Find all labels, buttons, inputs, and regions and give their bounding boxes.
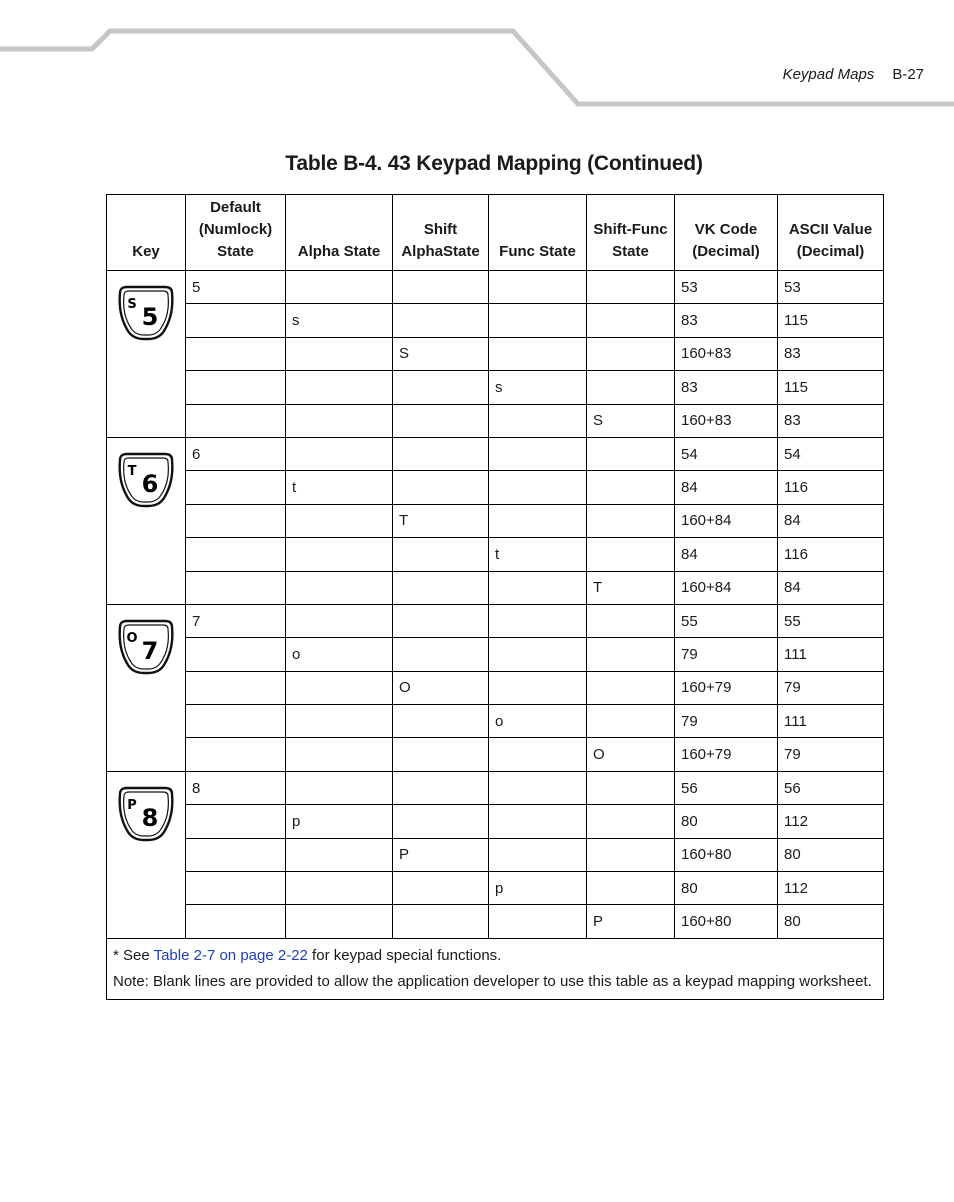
cell-default (186, 337, 286, 370)
cell-vk-code: 160+84 (675, 504, 778, 537)
page-number: B-27 (892, 66, 924, 83)
cell-default (186, 471, 286, 504)
cell-func (489, 337, 587, 370)
col-header-alpha: Alpha State (286, 195, 393, 271)
cell-shift-func: T (587, 571, 675, 604)
cell-shift (393, 371, 489, 404)
cell-shift: O (393, 671, 489, 704)
cell-shift (393, 304, 489, 337)
cell-vk-code: 160+79 (675, 738, 778, 771)
cell-alpha: t (286, 471, 393, 504)
cell-shift (393, 471, 489, 504)
key-5-s-icon (114, 285, 178, 341)
cell-ascii: 79 (778, 738, 884, 771)
cell-shift (393, 604, 489, 637)
cell-alpha (286, 437, 393, 470)
cell-ascii: 84 (778, 504, 884, 537)
cell-alpha: s (286, 304, 393, 337)
cell-ascii: 79 (778, 671, 884, 704)
table-row (107, 905, 884, 938)
cell-shift-func (587, 838, 675, 871)
cell-vk-code: 83 (675, 371, 778, 404)
footnote-link[interactable]: Table 2-7 on page 2-22 (153, 946, 308, 964)
cell-ascii: 80 (778, 838, 884, 871)
key-digit: 5 (141, 303, 159, 331)
col-header-vk-code: VK Code (Decimal) (675, 195, 778, 271)
col-header-ascii: ASCII Value (Decimal) (778, 195, 884, 271)
table-row (107, 805, 884, 838)
cell-shift-func (587, 671, 675, 704)
cell-func (489, 571, 587, 604)
key-8-p-icon (114, 786, 178, 842)
cell-func (489, 771, 587, 804)
cell-ascii: 115 (778, 304, 884, 337)
notes-row (107, 938, 884, 999)
cell-alpha (286, 571, 393, 604)
cell-alpha (286, 271, 393, 304)
cell-vk-code: 55 (675, 604, 778, 637)
cell-alpha (286, 738, 393, 771)
cell-ascii: 56 (778, 771, 884, 804)
cell-default (186, 671, 286, 704)
cell-vk-code: 56 (675, 771, 778, 804)
cell-vk-code: 79 (675, 705, 778, 738)
notes-cell (107, 938, 884, 999)
cell-alpha (286, 872, 393, 905)
col-header-shift: Shift AlphaState (393, 195, 489, 271)
cell-vk-code: 160+80 (675, 838, 778, 871)
cell-func (489, 471, 587, 504)
table-row (107, 337, 884, 370)
key-letter: T (127, 463, 137, 479)
key-6-t-icon (114, 452, 178, 508)
cell-default (186, 738, 286, 771)
cell-default (186, 404, 286, 437)
cell-ascii: 112 (778, 805, 884, 838)
cell-ascii: 116 (778, 538, 884, 571)
cell-shift: S (393, 337, 489, 370)
cell-ascii: 53 (778, 271, 884, 304)
cell-alpha: p (286, 805, 393, 838)
table-header-row (107, 195, 884, 271)
cell-func (489, 304, 587, 337)
cell-vk-code: 160+83 (675, 404, 778, 437)
cell-ascii: 83 (778, 337, 884, 370)
cell-shift-func (587, 504, 675, 537)
cell-vk-code: 160+80 (675, 905, 778, 938)
cell-vk-code: 80 (675, 805, 778, 838)
cell-shift (393, 271, 489, 304)
cell-shift-func (587, 872, 675, 905)
cell-func (489, 638, 587, 671)
cell-func (489, 271, 587, 304)
cell-func (489, 504, 587, 537)
table-row (107, 371, 884, 404)
cell-alpha (286, 671, 393, 704)
key-cell (107, 604, 186, 771)
col-header-key: Key (107, 195, 186, 271)
cell-ascii: 111 (778, 638, 884, 671)
key-cell (107, 271, 186, 438)
running-header (700, 66, 924, 83)
cell-alpha: o (286, 638, 393, 671)
cell-ascii: 83 (778, 404, 884, 437)
cell-func (489, 437, 587, 470)
cell-ascii: 80 (778, 905, 884, 938)
cell-default (186, 705, 286, 738)
cell-default: 8 (186, 771, 286, 804)
table-row (107, 838, 884, 871)
cell-func (489, 671, 587, 704)
cell-default (186, 905, 286, 938)
cell-default: 5 (186, 271, 286, 304)
key-digit: 7 (141, 636, 159, 665)
cell-func (489, 905, 587, 938)
cell-alpha (286, 404, 393, 437)
cell-func: o (489, 705, 587, 738)
cell-default (186, 538, 286, 571)
table-row (107, 671, 884, 704)
table-row (107, 504, 884, 537)
table-row (107, 638, 884, 671)
cell-ascii: 84 (778, 571, 884, 604)
cell-shift-func (587, 304, 675, 337)
cell-vk-code: 84 (675, 538, 778, 571)
cell-default (186, 304, 286, 337)
cell-default (186, 571, 286, 604)
cell-alpha (286, 604, 393, 637)
cell-vk-code: 160+79 (675, 671, 778, 704)
keypad-mapping-table (106, 194, 884, 1000)
cell-ascii: 54 (778, 437, 884, 470)
cell-vk-code: 79 (675, 638, 778, 671)
cell-shift (393, 571, 489, 604)
cell-alpha (286, 771, 393, 804)
cell-shift (393, 705, 489, 738)
col-header-func: Func State (489, 195, 587, 271)
cell-vk-code: 160+83 (675, 337, 778, 370)
cell-shift-func (587, 771, 675, 804)
table-row (107, 738, 884, 771)
cell-shift-func (587, 437, 675, 470)
cell-vk-code: 83 (675, 304, 778, 337)
cell-shift (393, 905, 489, 938)
cell-shift-func (587, 371, 675, 404)
key-letter: P (127, 797, 137, 813)
key-digit: 6 (141, 469, 159, 498)
key-7-o-icon (114, 619, 178, 675)
cell-func (489, 604, 587, 637)
cell-alpha (286, 905, 393, 938)
cell-shift (393, 437, 489, 470)
cell-shift (393, 404, 489, 437)
key-letter: S (127, 297, 137, 312)
cell-ascii: 116 (778, 471, 884, 504)
cell-shift (393, 771, 489, 804)
cell-default (186, 504, 286, 537)
cell-alpha (286, 371, 393, 404)
table-row (107, 571, 884, 604)
cell-shift: T (393, 504, 489, 537)
cell-func (489, 838, 587, 871)
cell-func (489, 805, 587, 838)
cell-ascii: 115 (778, 371, 884, 404)
cell-func (489, 404, 587, 437)
cell-shift-func: O (587, 738, 675, 771)
cell-alpha (286, 705, 393, 738)
cell-vk-code: 54 (675, 437, 778, 470)
cell-default (186, 872, 286, 905)
cell-vk-code: 160+84 (675, 571, 778, 604)
cell-shift: P (393, 838, 489, 871)
table-row (107, 538, 884, 571)
cell-default (186, 638, 286, 671)
cell-shift-func: P (587, 905, 675, 938)
cell-ascii: 55 (778, 604, 884, 637)
table-row (107, 304, 884, 337)
cell-alpha (286, 538, 393, 571)
footnote: * See Table 2-7 on page 2-22 for keypad special functions. (113, 946, 502, 964)
cell-default: 7 (186, 604, 286, 637)
table-row (107, 705, 884, 738)
cell-shift-func (587, 705, 675, 738)
cell-shift-func (587, 337, 675, 370)
table-row (107, 437, 884, 470)
cell-shift (393, 638, 489, 671)
cell-ascii: 111 (778, 705, 884, 738)
cell-default (186, 371, 286, 404)
cell-func: s (489, 371, 587, 404)
cell-shift-func (587, 271, 675, 304)
cell-shift-func (587, 471, 675, 504)
worksheet-note: Note: Blank lines are provided to allow the application developer to use this table as a keypad mapping worksheet. (113, 972, 872, 990)
table-row (107, 404, 884, 437)
cell-func (489, 738, 587, 771)
cell-shift-func (587, 805, 675, 838)
cell-vk-code: 80 (675, 872, 778, 905)
cell-func: t (489, 538, 587, 571)
col-header-default: Default (Numlock) State (186, 195, 286, 271)
key-digit: 8 (141, 803, 159, 832)
key-cell (107, 771, 186, 938)
cell-vk-code: 53 (675, 271, 778, 304)
cell-shift-func (587, 604, 675, 637)
cell-default (186, 838, 286, 871)
table-row (107, 604, 884, 637)
cell-shift (393, 738, 489, 771)
table-row (107, 771, 884, 804)
cell-ascii: 112 (778, 872, 884, 905)
cell-shift (393, 805, 489, 838)
cell-shift-func: S (587, 404, 675, 437)
table-row (107, 271, 884, 304)
header-decoration (0, 0, 954, 110)
cell-shift-func (587, 638, 675, 671)
cell-shift (393, 538, 489, 571)
key-cell (107, 437, 186, 604)
cell-func: p (489, 872, 587, 905)
table-row (107, 471, 884, 504)
cell-shift-func (587, 538, 675, 571)
table-title: Table B-4. 43 Keypad Mapping (Continued) (285, 152, 703, 175)
table-row (107, 872, 884, 905)
cell-alpha (286, 838, 393, 871)
section-title: Keypad Maps (782, 66, 875, 83)
cell-default (186, 805, 286, 838)
cell-default: 6 (186, 437, 286, 470)
key-letter: O (126, 630, 138, 646)
cell-shift (393, 872, 489, 905)
cell-vk-code: 84 (675, 471, 778, 504)
col-header-shift-func: Shift-Func State (587, 195, 675, 271)
cell-alpha (286, 337, 393, 370)
cell-alpha (286, 504, 393, 537)
